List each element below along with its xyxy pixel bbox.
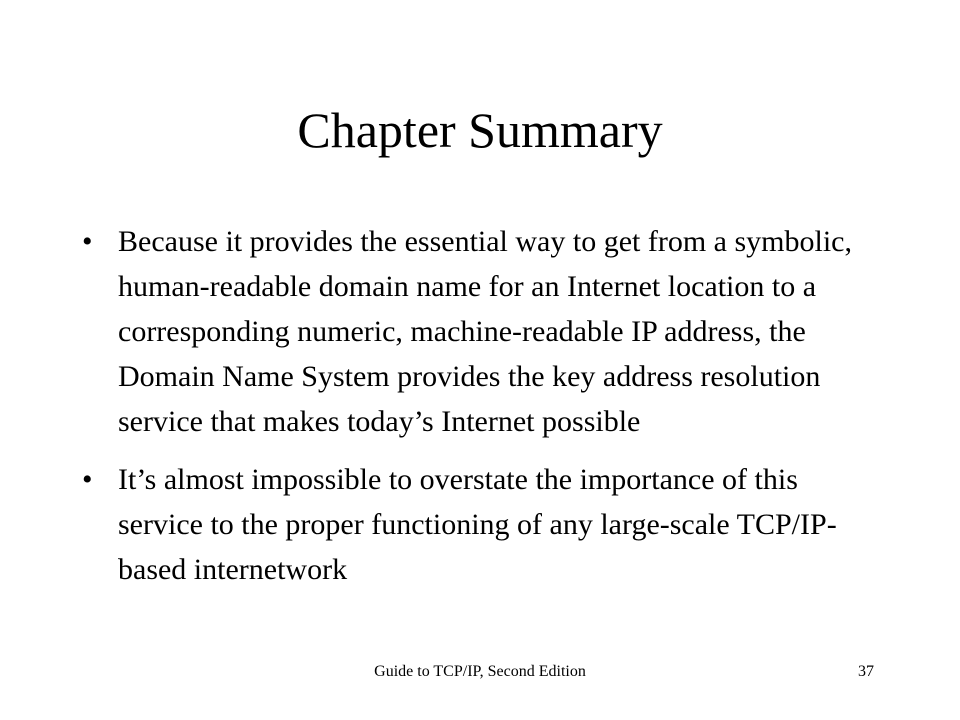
footer-text: Guide to TCP/IP, Second Edition bbox=[374, 663, 586, 680]
bullet-text: Because it provides the essential way to get from a symbolic, human-readable domain name for an Internet location to a corresponding numeric, machine-readable IP address, the Domain Name System provides the key address resolution service that makes today’s Internet possible bbox=[118, 225, 852, 438]
bullet-marker: • bbox=[82, 463, 93, 496]
bullet-item bbox=[82, 219, 882, 444]
bullet-list bbox=[82, 219, 882, 605]
page-number: 37 bbox=[858, 663, 874, 680]
bullet-text: It’s almost impossible to overstate the importance of this service to the proper functioning of any large-scale TCP/IP-based internetwork bbox=[118, 463, 837, 586]
bullet-marker: • bbox=[82, 225, 93, 258]
slide-title: Chapter Summary bbox=[297, 102, 663, 158]
bullet-item bbox=[82, 457, 882, 592]
